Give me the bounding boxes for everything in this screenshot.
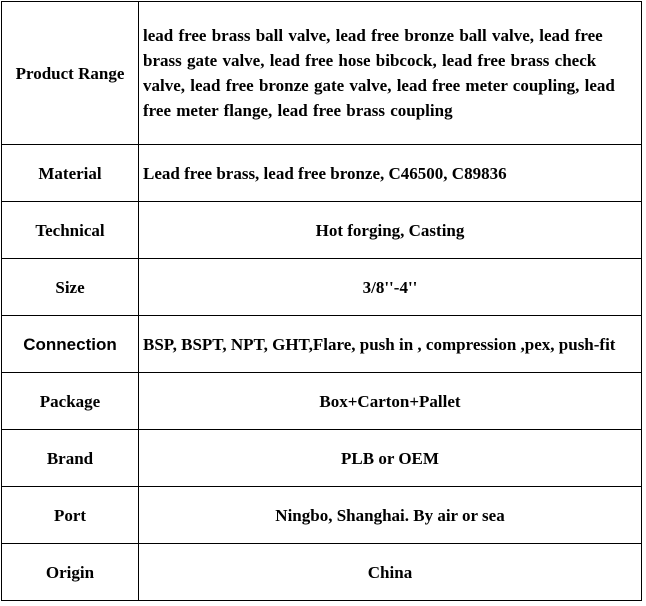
spec-label: Brand bbox=[2, 430, 139, 487]
spec-table-body bbox=[2, 2, 642, 601]
spec-row-origin bbox=[2, 544, 642, 601]
spec-row-port bbox=[2, 487, 642, 544]
spec-label: Package bbox=[2, 373, 139, 430]
spec-value: 3/8''-4'' bbox=[139, 259, 642, 316]
spec-row-brand bbox=[2, 430, 642, 487]
spec-row-size bbox=[2, 259, 642, 316]
spec-label: Size bbox=[2, 259, 139, 316]
spec-value: Ningbo, Shanghai. By air or sea bbox=[139, 487, 642, 544]
spec-row-package bbox=[2, 373, 642, 430]
spec-label: Connection bbox=[2, 316, 139, 373]
spec-label: Product Range bbox=[2, 2, 139, 145]
spec-label: Port bbox=[2, 487, 139, 544]
spec-label: Technical bbox=[2, 202, 139, 259]
spec-row-technical bbox=[2, 202, 642, 259]
spec-value: lead free brass ball valve, lead free bronze ball valve, lead free brass gate valve, lead free hose bibcock, lead free brass check valve, lead free bronze gate valve, lead free meter coupling, lead free meter flange, lead free brass coupling bbox=[139, 2, 642, 145]
spec-value: PLB or OEM bbox=[139, 430, 642, 487]
product-spec-table bbox=[1, 1, 642, 601]
spec-value: China bbox=[139, 544, 642, 601]
spec-value: Box+Carton+Pallet bbox=[139, 373, 642, 430]
spec-label: Origin bbox=[2, 544, 139, 601]
spec-value: Lead free brass, lead free bronze, C46500, C89836 bbox=[139, 145, 642, 202]
spec-value: Hot forging, Casting bbox=[139, 202, 642, 259]
spec-row-material bbox=[2, 145, 642, 202]
spec-row-connection bbox=[2, 316, 642, 373]
spec-row-product-range bbox=[2, 2, 642, 145]
spec-value: BSP, BSPT, NPT, GHT,Flare, push in , compression ,pex, push-fit bbox=[139, 316, 642, 373]
spec-label: Material bbox=[2, 145, 139, 202]
